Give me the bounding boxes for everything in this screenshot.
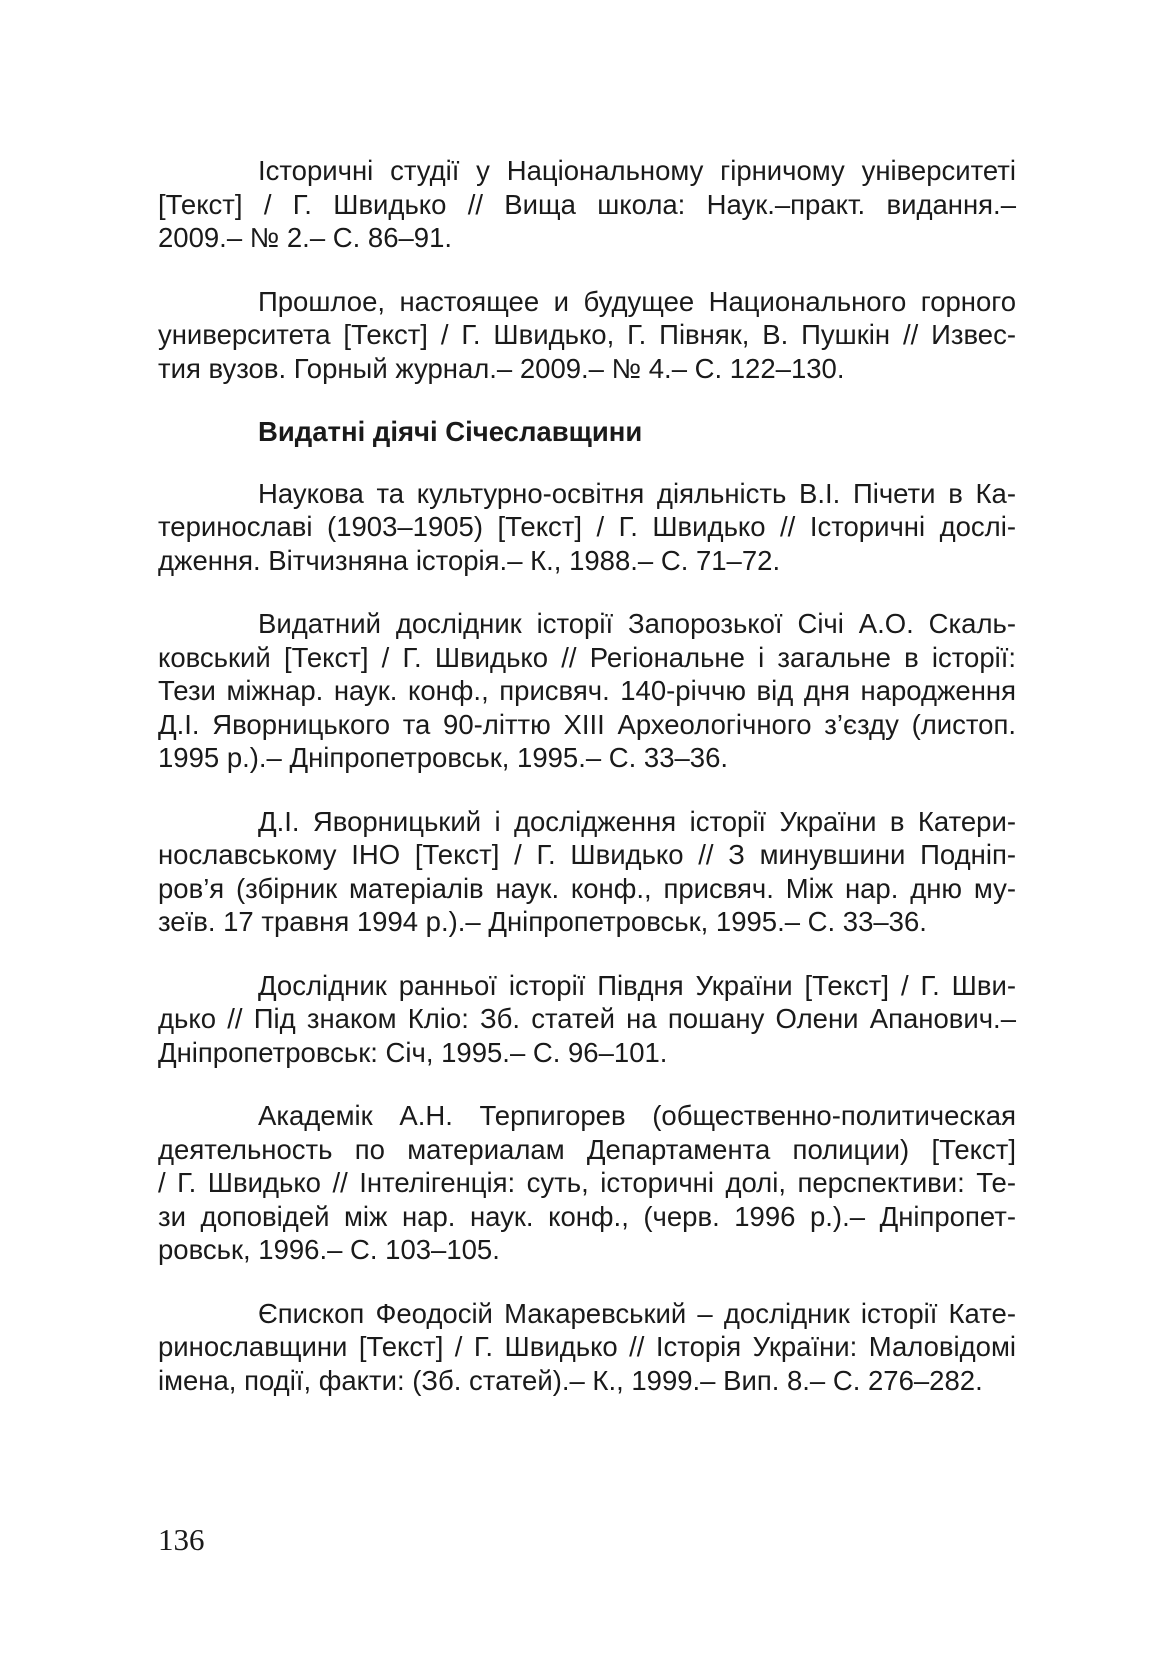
page-content	[158, 154, 1016, 1427]
entry-line: ров’я (збірник матеріалів наук. конф., присвяч. Між нар. дню му-	[158, 872, 1016, 904]
bibliography-entry	[158, 477, 1016, 578]
entry-line: [Текст] / Г. Швидько // Вища школа: Наук.–практ. видання.–	[158, 188, 1016, 220]
entry-line: зеїв. 17 травня 1994 р.).– Дніпропетровськ, 1995.– С. 33–36.	[158, 906, 927, 937]
bibliography-entry	[158, 805, 1016, 939]
entry-line: Прошлое, настоящее и будущее Национального горного	[258, 285, 1016, 317]
page-number: 136	[158, 1522, 205, 1557]
entry-line: імена, події, факти: (Зб. статей).– К., 1999.– Вип. 8.– С. 276–282.	[158, 1364, 983, 1396]
entry-line: Академік А.Н. Терпигорев (общественно-политическая	[258, 1100, 1016, 1131]
entry-line: деятельность по материалам Департамента полиции) [Текст]	[158, 1133, 1016, 1165]
bibliography-entry	[158, 285, 1016, 386]
entry-line: Історичні студії у Національному гірничому університеті	[258, 155, 1016, 186]
bibliography-entry	[158, 607, 1016, 775]
entry-line: ковський [Текст] / Г. Швидько // Регіональне і загальне в історії:	[158, 641, 1016, 673]
entry-line: Д.І. Яворницького та 90-літтю XIII Археологічного з’єзду (листоп.	[158, 708, 1016, 740]
entry-line: Видатний дослідник історії Запорозької Січі А.О. Скаль-	[258, 608, 1016, 639]
bibliography-entry	[158, 969, 1016, 1070]
entry-line: 1995 р.).– Дніпропетровськ, 1995.– С. 33–36.	[158, 742, 729, 773]
entries-after-heading	[158, 477, 1016, 1398]
entry-line: Д.І. Яворницький і дослідження історії України в Катери-	[258, 805, 1016, 837]
entry-line: Дослідник ранньої історії Півдня України [Текст] / Г. Шви-	[258, 969, 1016, 1001]
entry-line: Дніпропетровськ: Січ, 1995.– С. 96–101.	[158, 1036, 668, 1068]
entry-line: 2009.– № 2.– С. 86–91.	[158, 222, 453, 253]
bibliography-entry	[158, 1297, 1016, 1398]
entry-line: Єпископ Феодосій Макаревський – дослідник історії Кате-	[258, 1297, 1016, 1329]
entry-line: Тези міжнар. наук. конф., присвяч. 140-річчю від дня народження	[158, 675, 1016, 706]
bibliography-entry	[158, 154, 1016, 255]
entry-line: ринославщини [Текст] / Г. Швидько // Історія України: Маловідомі	[158, 1331, 1016, 1362]
entry-line: / Г. Швидько // Інтелігенція: суть, історичні долі, перспективи: Те-	[158, 1167, 1016, 1198]
entry-line: дження. Вітчизняна історія.– К., 1988.– С. 71–72.	[158, 544, 781, 576]
entry-line: университета [Текст] / Г. Швидько, Г. Півняк, В. Пушкін // Извес-	[158, 319, 1016, 350]
entry-line: дько // Під знаком Кліо: Зб. статей на пошану Олени Апанович.–	[158, 1003, 1016, 1034]
entry-line: ровськ, 1996.– С. 103–105.	[158, 1234, 500, 1265]
bibliography-entry	[158, 1099, 1016, 1267]
section-heading: Видатні діячі Січеславщини	[258, 416, 643, 447]
entry-line: зи доповідей між нар. наук. конф., (черв. 1996 р.).– Дніпропет-	[158, 1200, 1016, 1232]
entries-before-heading	[158, 154, 1016, 385]
entry-line: Наукова та культурно-освітня діяльність В.І. Пічети в Ка-	[258, 477, 1016, 509]
entry-line: теринославі (1903–1905) [Текст] / Г. Швидько // Історичні дослі-	[158, 511, 1016, 542]
entry-line: нославському ІНО [Текст] / Г. Швидько // З минувшини Подніп-	[158, 839, 1016, 870]
entry-line: тия вузов. Горный журнал.– 2009.– № 4.– С. 122–130.	[158, 352, 845, 384]
